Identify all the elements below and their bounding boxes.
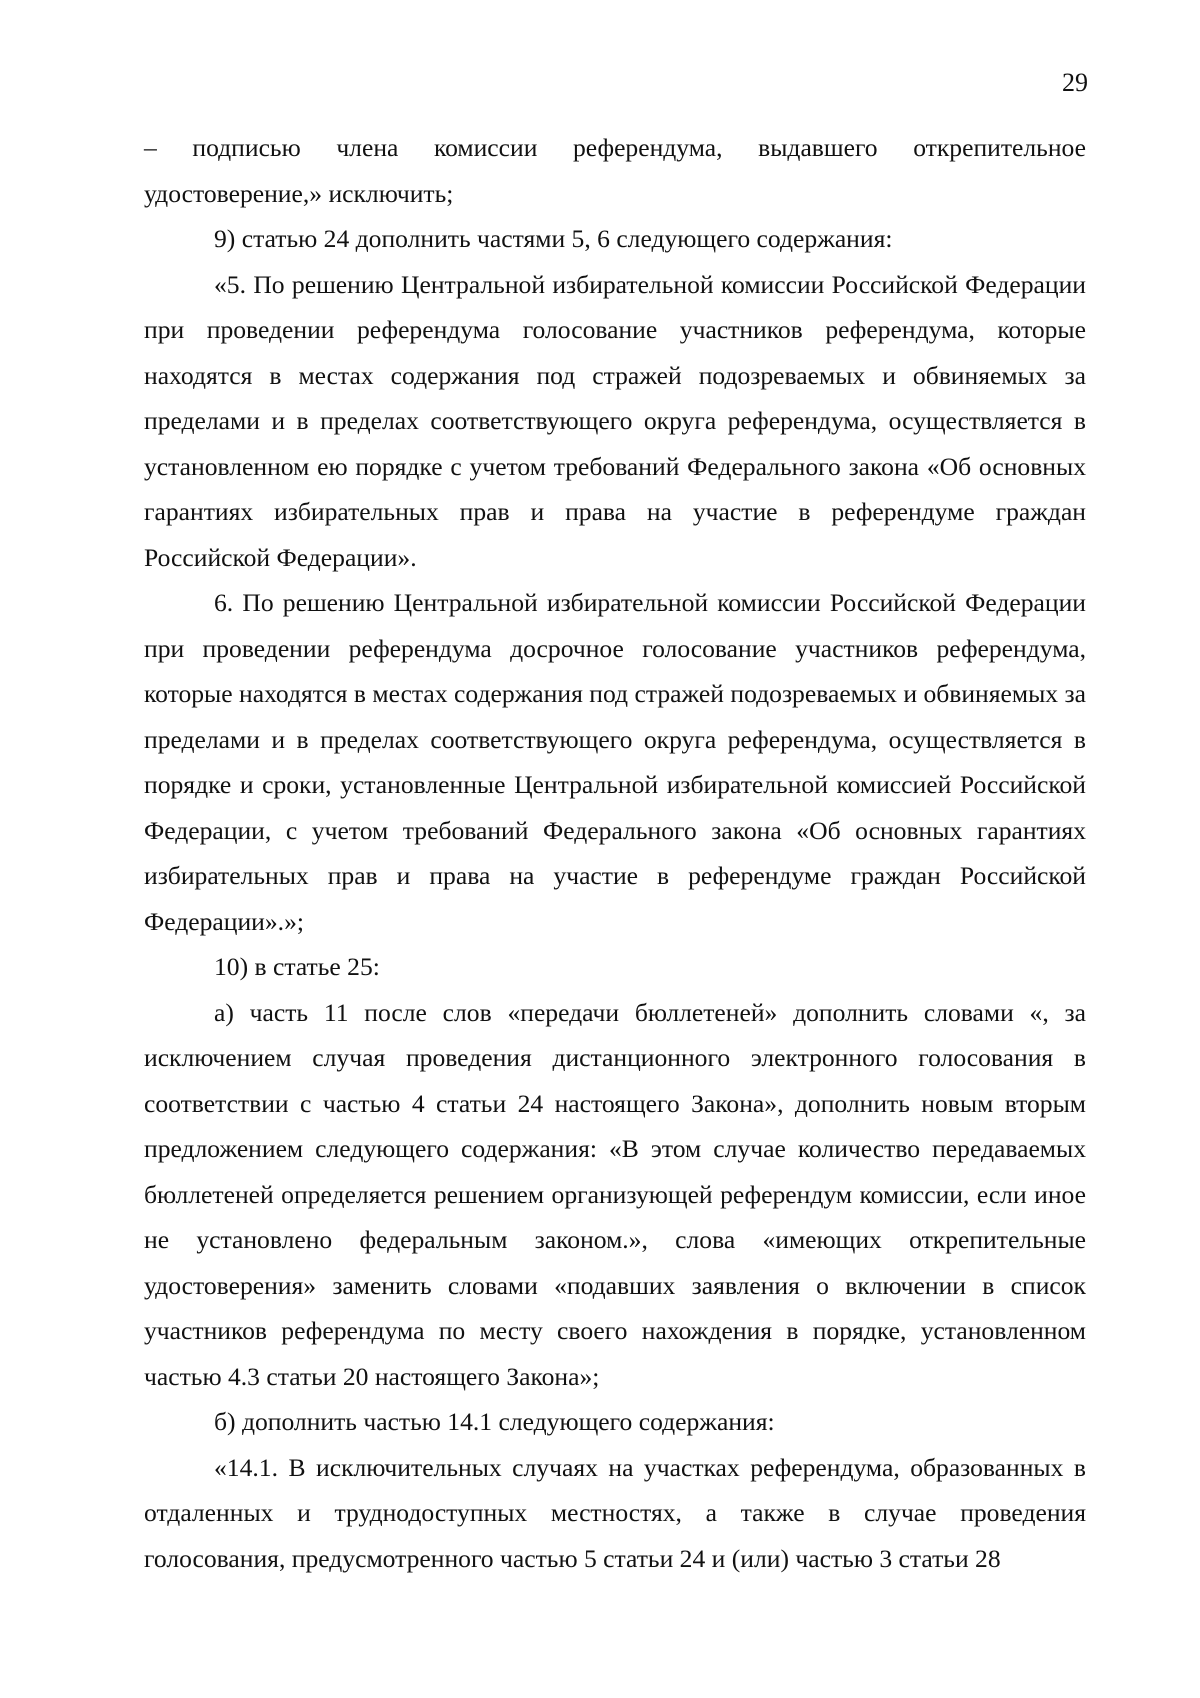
paragraph-subitem-a: а) часть 11 после слов «передачи бюллетеней» дополнить словами «, за исключением случая проведения дистанционного электронного голосования в соответствии с частью 4 статьи 24 настоящего Закона», дополнить новым вторым предложением следующего содержания: «В этом случае количество передаваемых бюллетеней определяется решением организующей референдум комиссии, если иное не установлено федеральным законом.», слова «имеющих открепительные удостоверения» заменить словами «подавших заявления о включении в список участников референдума по месту своего нахождения в порядке, установленном частью 4.3 статьи 20 настоящего Закона»; (144, 997, 1086, 1391)
page-number: 29 (1062, 68, 1088, 97)
paragraph-subitem-b: б) дополнить частью 14.1 следующего содержания: (214, 1407, 775, 1436)
document-body (144, 125, 1086, 1581)
paragraph-dash-item: – подписью члена комиссии референдума, выдавшего открепительное удостоверение,» исключить; (144, 133, 1086, 208)
paragraph-item-10: 10) в статье 25: (214, 952, 380, 981)
paragraph-part-5: «5. По решению Центральной избирательной комиссии Российской Федерации при проведении референдума голосование участников референдума, которые находятся в местах содержания под стражей подозреваемых и обвиняемых за пределами и в пределах соответствующего округа референдума, осуществляется в установленном ею порядке с учетом требований Федерального закона «Об основных гарантиях избирательных прав и права на участие в референдуме граждан Российской Федерации». (144, 269, 1086, 572)
paragraph-part-14-1: «14.1. В исключительных случаях на участках референдума, образованных в отдаленных и труднодоступных местностях, а также в случае проведения голосования, предусмотренного частью 5 статьи 24 и (или) частью 3 статьи 28 (144, 1452, 1086, 1573)
paragraph-item-9: 9) статью 24 дополнить частями 5, 6 следующего содержания: (214, 224, 893, 253)
paragraph-part-6: 6. По решению Центральной избирательной комиссии Российской Федерации при проведении референдума досрочное голосование участников референдума, которые находятся в местах содержания под стражей подозреваемых и обвиняемых за пределами и в пределах соответствующего округа референдума, осуществляется в порядке и сроки, установленные Центральной избирательной комиссией Российской Федерации, с учетом требований Федерального закона «Об основных гарантиях избирательных прав и права на участие в референдуме граждан Российской Федерации».»; (144, 588, 1086, 936)
